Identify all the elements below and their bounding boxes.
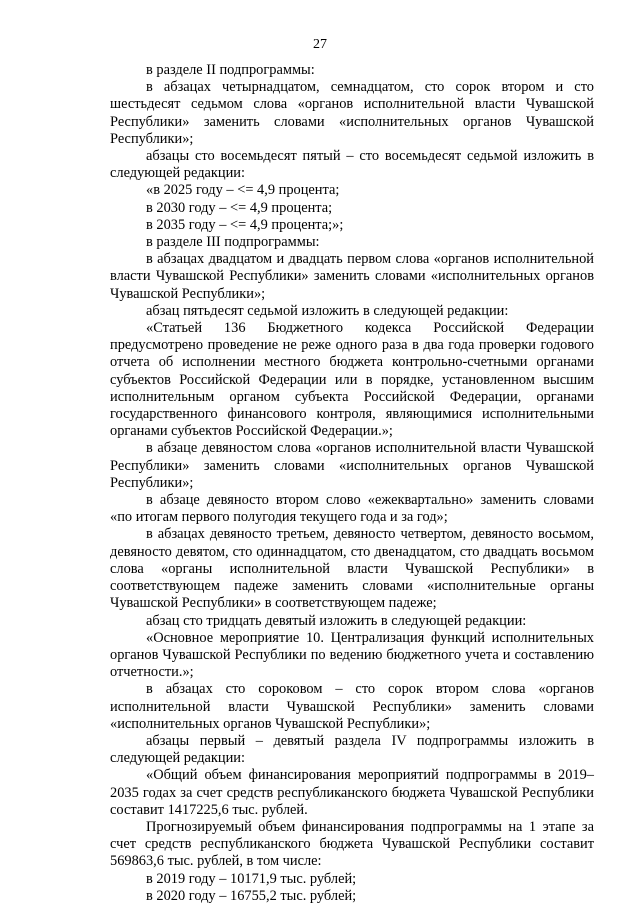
paragraph: в абзацах четырнадцатом, семнадцатом, сто сорок втором и сто шестьдесят седьмом слова «органов исполнительной власти Чувашской Республики» заменить словами «исполнительных органов Чувашской Республики»;: [110, 79, 594, 147]
paragraph: в разделе III подпрограммы:: [146, 234, 320, 251]
paragraph: в абзаце девяносто втором слово «ежеквартально» заменить словами «по итогам первого полугодия текущего года и за год»;: [110, 492, 594, 526]
paragraph: «Общий объем финансирования мероприятий подпрограммы в 2019–2035 годах за счет средств республиканского бюджета Чувашской Республики составит 1417225,6 тыс. рублей.: [110, 767, 594, 818]
document-body: [110, 62, 594, 905]
paragraph: в абзацах сто сороковом – сто сорок втором слова «органов исполнительной власти Чувашской Республики» заменить словами «исполнительных органов Чувашской Республики»;: [110, 681, 594, 732]
paragraph: абзац пятьдесят седьмой изложить в следующей редакции:: [146, 302, 509, 319]
paragraph: в абзаце девяностом слова «органов исполнительной власти Чувашской Республики» заменить словами «исполнительных органов Чувашской Республики»;: [110, 440, 594, 491]
paragraph: в 2019 году – 10171,9 тыс. рублей;: [146, 870, 357, 887]
paragraph: абзацы первый – девятый раздела IV подпрограммы изложить в следующей редакции:: [110, 732, 594, 767]
paragraph: в абзацах двадцатом и двадцать первом слова «органов исполнительной власти Чувашской Республики» заменить словами «исполнительных органов Чувашской Республики»;: [110, 251, 594, 302]
paragraph: «Основное мероприятие 10. Централизация функций исполнительных органов Чувашской Республики по ведению бюджетного учета и составлению отчетности.»;: [110, 629, 594, 681]
paragraph: «Статьей 136 Бюджетного кодекса Российской Федерации предусмотрено проведение не реже одного раза в два года проверки годового отчета об исполнении местного бюджета контрольно-счетными органами субъектов Российской Федерации или в порядке, установленном высшим исполнительным органом субъекта Российской Федерации, органами государственного финансового контроля, являющимися исполнительными органами субъектов Российской Федерации.»;: [110, 320, 594, 440]
page-number: 27: [313, 37, 327, 52]
paragraph: в 2035 году – <= 4,9 процента;»;: [146, 216, 344, 233]
paragraph: в 2020 году – 16755,2 тыс. рублей;: [146, 887, 357, 904]
paragraph: Прогнозируемый объем финансирования подпрограммы на 1 этапе за счет средств республиканского бюджета Чувашской Республики составит 569863,6 тыс. рублей, в том числе:: [110, 818, 594, 870]
paragraph: абзац сто тридцать девятый изложить в следующей редакции:: [146, 612, 527, 629]
paragraph: в 2030 году – <= 4,9 процента;: [146, 199, 333, 216]
paragraph: «в 2025 году – <= 4,9 процента;: [146, 182, 340, 199]
paragraph: абзацы сто восемьдесят пятый – сто восемьдесят седьмой изложить в следующей редакции:: [110, 148, 594, 182]
paragraph: в абзацах девяносто третьем, девяносто четвертом, девяносто восьмом, девяносто девятом, сто одиннадцатом, сто двенадцатом, сто двадцать восьмом слова «органы исполнительной власти Чувашской Республики» в соответствующем падеже заменить словами «исполнительные органы Чувашской Республики» в соответствующем падеже;: [110, 526, 594, 612]
paragraph: в разделе II подпрограммы:: [146, 62, 315, 78]
